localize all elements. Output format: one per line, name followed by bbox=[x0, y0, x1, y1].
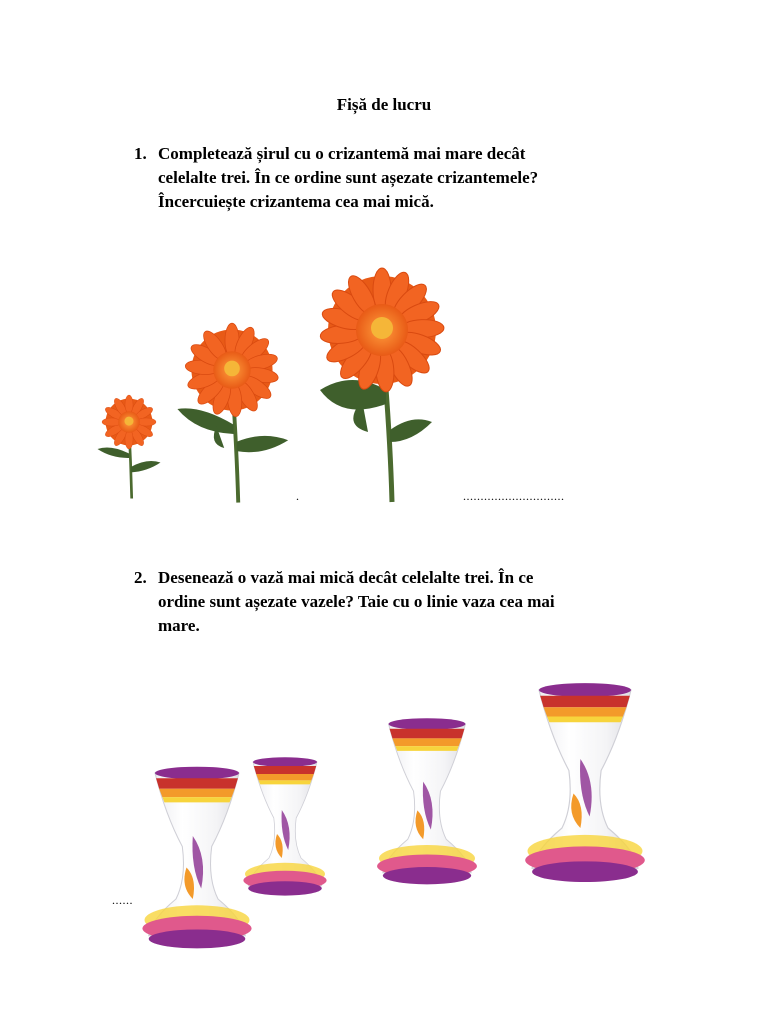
exercise-2 bbox=[134, 566, 654, 638]
vase-1 bbox=[142, 767, 251, 949]
vase-4 bbox=[525, 683, 645, 882]
vase-3 bbox=[377, 718, 477, 884]
large-chrysanthemum bbox=[319, 268, 444, 502]
worksheet-title: Fișă de lucru bbox=[336, 95, 432, 114]
small-flower-head bbox=[102, 395, 156, 449]
small-chrysanthemum bbox=[98, 395, 161, 499]
exercise-1-number: 1. bbox=[134, 144, 147, 163]
vase-2 bbox=[243, 757, 326, 895]
exercise-2-text bbox=[158, 566, 654, 638]
exercise-2-number: 2. bbox=[134, 568, 147, 587]
exercise-1-line-3: Încercuiește crizantema cea mai mică. bbox=[158, 192, 434, 211]
exercise-2-line-2: ordine sunt așezate vazele? Taie cu o linie vaza cea mai bbox=[158, 592, 555, 611]
exercise-1-line-1: Completează șirul cu o crizantemă mai mare decât bbox=[158, 144, 526, 163]
exercise-2-blank-start: ...... bbox=[112, 893, 133, 907]
large-flower-head bbox=[319, 268, 444, 392]
exercise-1-blank-mid: . bbox=[296, 489, 300, 503]
medium-chrysanthemum bbox=[177, 323, 288, 502]
exercise-2-line-3: mare. bbox=[158, 616, 200, 635]
exercise-1-blank-end: ............................. bbox=[463, 489, 565, 503]
exercise-1-line-2: celelalte trei. În ce ordine sunt așezate crizantemele? bbox=[158, 168, 539, 187]
exercise-2-line-1: Desenează o vază mai mică decât celelalte trei. În ce bbox=[158, 568, 534, 587]
medium-flower-head bbox=[185, 323, 280, 417]
